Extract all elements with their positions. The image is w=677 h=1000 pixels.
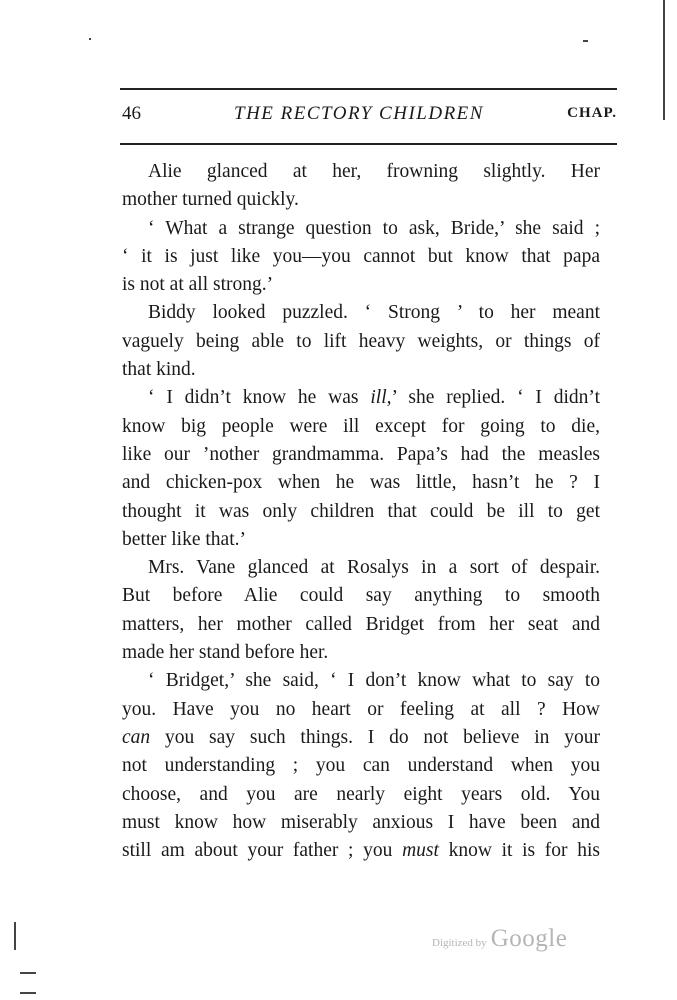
text-line (122, 554, 600, 582)
text-run: But before Alie could say anything to smooth (122, 585, 600, 607)
running-header (122, 103, 617, 133)
text-line (122, 696, 600, 724)
text-run: and chicken-pox when he was little, hasn’t he ? I (122, 472, 600, 494)
italic-text: ill, (370, 387, 392, 409)
text-run: ‘ I didn’t know he was (148, 387, 371, 409)
italic-text: must (402, 840, 439, 862)
text-line (122, 356, 600, 384)
text-line (122, 526, 600, 554)
text-run: ‘ it is just like you—you cannot but know that papa (122, 245, 600, 267)
scan-mark (89, 38, 91, 40)
digitized-watermark (432, 925, 567, 953)
text-run: is not at all strong.’ (122, 274, 274, 296)
text-run: Mrs. Vane glanced at Rosalys in a sort of despair. (148, 557, 600, 579)
text-line (122, 441, 600, 469)
scan-mark (583, 40, 588, 42)
text-run: not understanding ; you can understand when you (122, 755, 600, 777)
text-run: matters, her mother called Bridget from her seat and (122, 613, 600, 635)
header-top-rule (120, 88, 617, 90)
text-run: know big people were ill except for going to die, (122, 415, 600, 437)
text-run: ‘ Bridget,’ she said, ‘ I don’t know what to say to (148, 670, 600, 692)
text-line (122, 271, 600, 299)
text-line (122, 186, 600, 214)
text-line (122, 384, 600, 412)
text-run: like our ’nother grandmamma. Papa’s had the measles (122, 443, 600, 465)
scan-mark (663, 0, 665, 120)
text-line (122, 639, 600, 667)
text-run: Biddy looked puzzled. ‘ Strong ’ to her meant (148, 302, 600, 324)
page-number: 46 (122, 103, 141, 124)
text-run: Alie glanced at her, frowning slightly. Her (148, 161, 600, 182)
running-title: THE RECTORY CHILDREN (234, 103, 484, 124)
text-run: better like that.’ (122, 528, 246, 550)
text-run: choose, and you are nearly eight years old. You (122, 783, 600, 805)
italic-text: can (122, 726, 151, 748)
text-line (122, 752, 600, 780)
text-run: you say such things. I do not believe in your (150, 726, 600, 748)
text-line (122, 215, 600, 243)
text-line (122, 299, 600, 327)
text-line (122, 158, 600, 186)
text-run: ‘ What a strange question to ask, Bride,’ she said ; (148, 217, 600, 239)
text-line (122, 611, 600, 639)
text-run: mother turned quickly. (122, 189, 299, 211)
scan-mark (14, 922, 16, 950)
body-text (122, 158, 600, 865)
text-run: still am about your father ; you (122, 840, 403, 862)
text-line (122, 243, 600, 271)
text-line (122, 724, 600, 752)
text-line (122, 498, 600, 526)
text-run: that kind. (122, 359, 196, 381)
text-line (122, 469, 600, 497)
text-line (122, 328, 600, 356)
text-run: must know how miserably anxious I have been and (122, 811, 600, 833)
text-run: you. Have you no heart or feeling at all ? How (122, 698, 600, 720)
header-bottom-rule (120, 143, 617, 145)
text-run: vaguely being able to lift heavy weights, or things of (122, 330, 600, 352)
chapter-label: CHAP. (567, 105, 617, 121)
text-line (122, 667, 600, 695)
text-run: know it is for his (438, 840, 600, 862)
text-run: ’ she replied. ‘ I didn’t (391, 387, 600, 409)
text-line (122, 781, 600, 809)
text-run: made her stand before her. (122, 642, 329, 664)
text-line (122, 413, 600, 441)
scan-mark (20, 972, 36, 974)
text-line (122, 837, 600, 865)
scan-mark (20, 992, 36, 994)
text-line (122, 809, 600, 837)
google-logo: Google (490, 925, 568, 952)
watermark-prefix: Digitized by (432, 937, 487, 949)
text-line (122, 582, 600, 610)
text-run: thought it was only children that could be ill to get (122, 500, 600, 522)
